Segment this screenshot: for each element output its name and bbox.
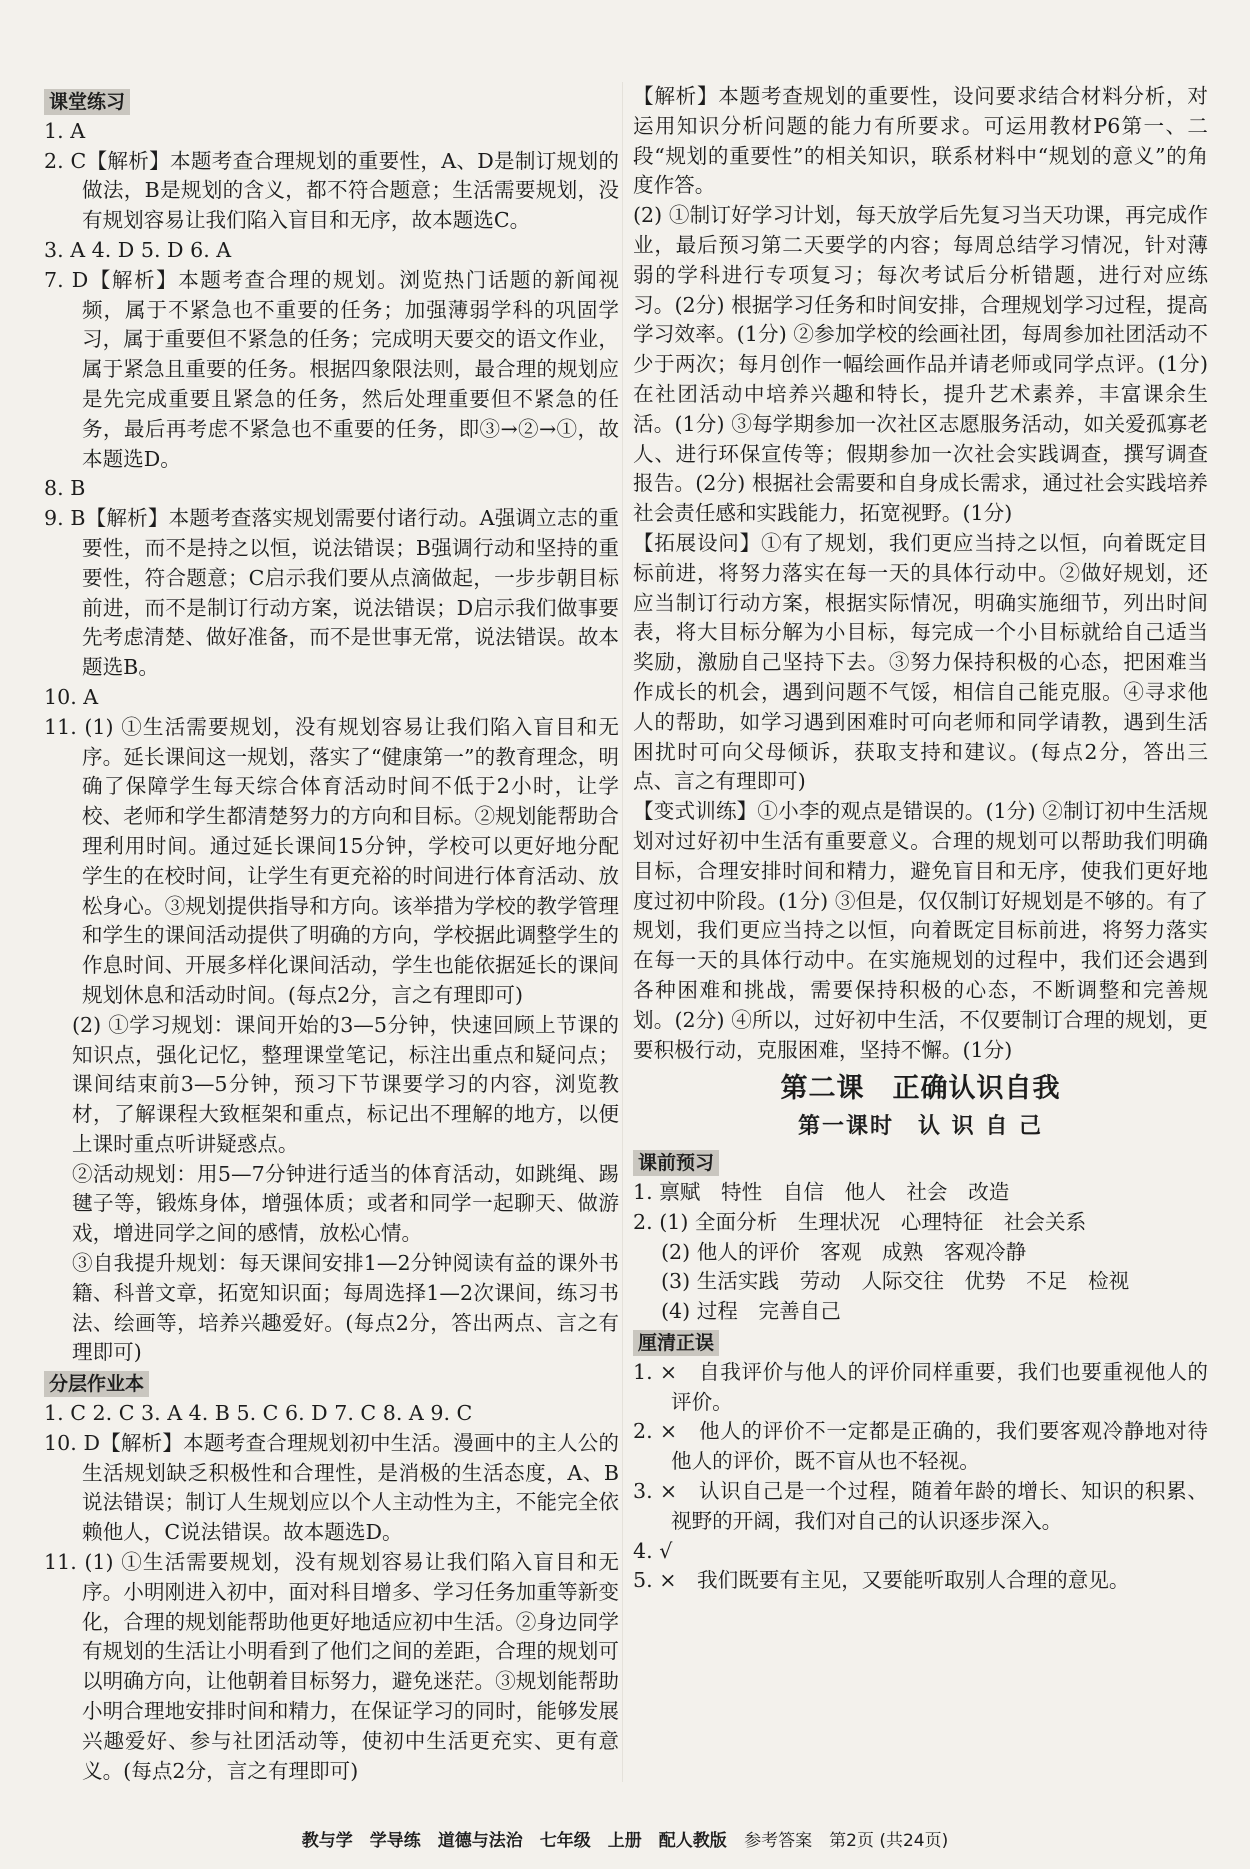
footer-book-title: 教与学 学导练 道德与法治 七年级 上册 配人教版 — [301, 1831, 727, 1851]
answer-item: 1. 禀赋 特性 自信 他人 社会 改造 — [633, 1180, 1010, 1205]
answer-item: 11. (1) ①生活需要规划，没有规划容易让我们陷入盲目和无序。小明刚进入初中，面对科目增多、学习任务加重等新变化，合理的规划能帮助他更好地适应初中生活。②身边同学有规划的生活让小明看到了他们之间的差距，合理的规划可以明确方向，让他朝着目标努力，避免迷茫。③规划能帮助小明合理地安排时间和精力，在保证学习的同时，能够发展兴趣爱好、参与社团活动等，使初中生活更充实、更有意义。(每点2分，言之有理即可) — [44, 1550, 619, 1783]
right-column — [633, 82, 1208, 1596]
answer-item: 3. A 4. D 5. D 6. A — [44, 237, 232, 262]
left-column — [44, 86, 619, 1786]
extension-question: 【拓展设问】①有了规划，我们更应当持之以恒，向着既定目标前进，将努力落实在每一天的具体行动中。②做好规划，还应当制订行动方案，根据实际情况，明确实施细节，列出时间表，将大目标分解为小目标，每完成一个小目标就给自己适当奖励，激励自己坚持下去。③努力保持积极的心态，把困难当作成长的机会，遇到问题不气馁，相信自己能克服。④寻求他人的帮助，如学习遇到困难时可向老师和同学请教，遇到生活困扰时可向父母倾诉，获取支持和建议。(每点2分，答出三点、言之有理即可) — [633, 530, 1208, 794]
answer-item: 10. A — [44, 684, 99, 709]
section-heading-true-false: 厘清正误 — [633, 1330, 719, 1356]
answer-item: 4. √ — [633, 1538, 673, 1563]
answer-item: 9. B【解析】本题考查落实规划需要付诸行动。A强调立志的重要性，而不是持之以恒，说法错误；B强调行动和坚持的重要性，符合题意；C启示我们要从点滴做起，一步步朝目标前进，而不是制订行动方案，说法错误；D启示我们做事要先考虑清楚、做好准备，而不是世事无常，说法错误。故本题选B。 — [44, 506, 619, 680]
answer-item: 2. × 他人的评价不一定都是正确的，我们要客观冷静地对待他人的评价，既不盲从也不轻视。 — [633, 1419, 1208, 1474]
answer-item: 2. C【解析】本题考查合理规划的重要性，A、D是制订规划的做法，B是规划的含义，都不符合题意；生活需要规划，没有规划容易让我们陷入盲目和无序，故本题选C。 — [44, 148, 619, 233]
answer-item: (3) 生活实践 劳动 人际交往 优势 不足 检视 — [661, 1269, 1130, 1294]
answer-item: 1. A — [44, 118, 86, 143]
answer-item: 7. D【解析】本题考查合理的规划。浏览热门话题的新闻视频，属于不紧急也不重要的任务；加强薄弱学科的巩固学习，属于重要但不紧急的任务；完成明天要交的语文作业，属于紧急且重要的任务。根据四象限法则，最合理的规划应是先完成重要且紧急的任务，然后处理重要但不紧急的任务，最后再考虑不紧急也不重要的任务，即③→②→①，故本题选D。 — [44, 267, 619, 471]
answer-item: 3. × 认识自己是一个过程，随着年龄的增长、知识的积累、视野的开阔，我们对自己的认识逐步深入。 — [633, 1479, 1208, 1533]
answer-item: 2. (1) 全面分析 生理状况 心理特征 社会关系 — [633, 1209, 1087, 1234]
lesson-title: 第二课 正确认识自我 — [780, 1073, 1061, 1105]
answer-item: 1. C 2. C 3. A 4. B 5. C 6. D 7. C 8. A 9. C — [44, 1401, 473, 1426]
period-title: 第一课时 认 识 自 己 — [798, 1114, 1043, 1140]
answer-item: 8. B — [44, 476, 86, 501]
page-footer — [60, 1826, 1190, 1851]
answer-item: (2) ①学习规划：课间开始的3—5分钟，快速回顾上节课的知识点，强化记忆，整理课堂笔记，标注出重点和疑问点；课间结束前3—5分钟，预习下节课要学习的内容，浏览教材，了解课程大致框架和重点，标记出不理解的地方，以便上课时重点听讲疑惑点。 — [72, 1012, 619, 1156]
answer-item: 1. × 自我评价与他人的评价同样重要，我们也要重视他人的评价。 — [633, 1359, 1208, 1414]
footer-page-info: 参考答案 第2页 (共24页) — [744, 1831, 949, 1851]
column-divider — [622, 82, 623, 1782]
answer-item: (4) 过程 完善自己 — [661, 1299, 841, 1324]
answer-item: ②活动规划：用5—7分钟进行适当的体育活动，如跳绳、踢毽子等，锻炼身体，增强体质；或者和同学一起聊天、做游戏，增进同学之间的感情，放松心情。 — [72, 1161, 619, 1246]
analysis-paragraph: 【解析】本题考查规划的重要性，设问要求结合材料分析，对运用知识分析问题的能力有所要求。可运用教材P6第一、二段“规划的重要性”的相关知识，联系材料中“规划的意义”的角度作答。 — [633, 84, 1208, 198]
section-heading-class-practice: 课堂练习 — [44, 89, 130, 115]
answer-item: 11. (1) ①生活需要规划，没有规划容易让我们陷入盲目和无序。延长课间这一规划，落实了“健康第一”的教育理念，明确了保障学生每天综合体育活动时间不低于2小时，让学校、老师和学生都清楚努力的方向和目标。②规划能帮助合理利用时间。通过延长课间15分钟，学校可以更好地分配学生的在校时间，让学生有更充裕的时间进行体育活动、放松身心。③规划提供指导和方向。该举措为学校的教学管理和学生的课间活动提供了明确的方向，学校据此调整学生的作息时间、开展多样化课间活动，学生也能依据延长的课间规划休息和活动时间。(每点2分，言之有理即可) — [44, 714, 619, 1007]
answer-item: (2) 他人的评价 客观 成熟 客观冷静 — [661, 1239, 1027, 1264]
variant-training: 【变式训练】①小李的观点是错误的。(1分) ②制订初中生活规划对过好初中生活有重要意义。合理的规划可以帮助我们明确目标，合理安排时间和精力，避免盲目和无序，使我们更好地度过初中阶段。(1分) ③但是，仅仅制订好规划是不够的。有了规划，我们更应当持之以恒，向着既定目标前进，将努力落实在每一天的具体行动中。在实施规划的过程中，我们还会遇到各种困难和挑战，需要保持积极的心态，不断调整和完善规划。(2分) ④所以，过好初中生活，不仅要制订合理的规划，更要积极行动，克服困难，坚持不懈。(1分) — [633, 799, 1208, 1062]
answer-item: (2) ①制订好学习计划，每天放学后先复习当天功课，再完成作业，最后预习第二天要学的内容；每周总结学习情况，针对薄弱的学科进行专项复习；每次考试后分析错题，进行对应练习。(2分) 根据学习任务和时间安排，合理规划学习过程，提高学习效率。(1分) ②参加学校的绘画社团，每周参加社团活动不少于两次；每月创作一幅绘画作品并请老师或同学点评。(1分) 在社团活动中培养兴趣和特长，提升艺术素养，丰富课余生活。(1分) ③每学期参加一次社区志愿服务活动，如关爱孤寡老人、进行环保宣传等；假期参加一次社会实践调查，撰写调查报告。(2分) 根据社会需要和自身成长需求，通过社会实践培养社会责任感和实践能力，拓宽视野。(1分) — [633, 203, 1208, 526]
answer-item: 10. D【解析】本题考查合理规划初中生活。漫画中的主人公的生活规划缺乏积极性和合理性，是消极的生活态度，A、B说法错误；制订人生规划应以个人主动性为主，不能完全依赖他人，C说法错误。故本题选D。 — [44, 1430, 619, 1545]
section-heading-preview: 课前预习 — [633, 1150, 719, 1176]
section-heading-homework: 分层作业本 — [44, 1371, 149, 1397]
answer-item: 5. × 我们既要有主见，又要能听取别人合理的意见。 — [633, 1568, 1130, 1593]
answer-item: ③自我提升规划：每天课间安排1—2分钟阅读有益的课外书籍、科普文章，拓宽知识面；每周选择1—2次课间，练习书法、绘画等，培养兴趣爱好。(每点2分，答出两点、言之有理即可) — [72, 1251, 619, 1365]
